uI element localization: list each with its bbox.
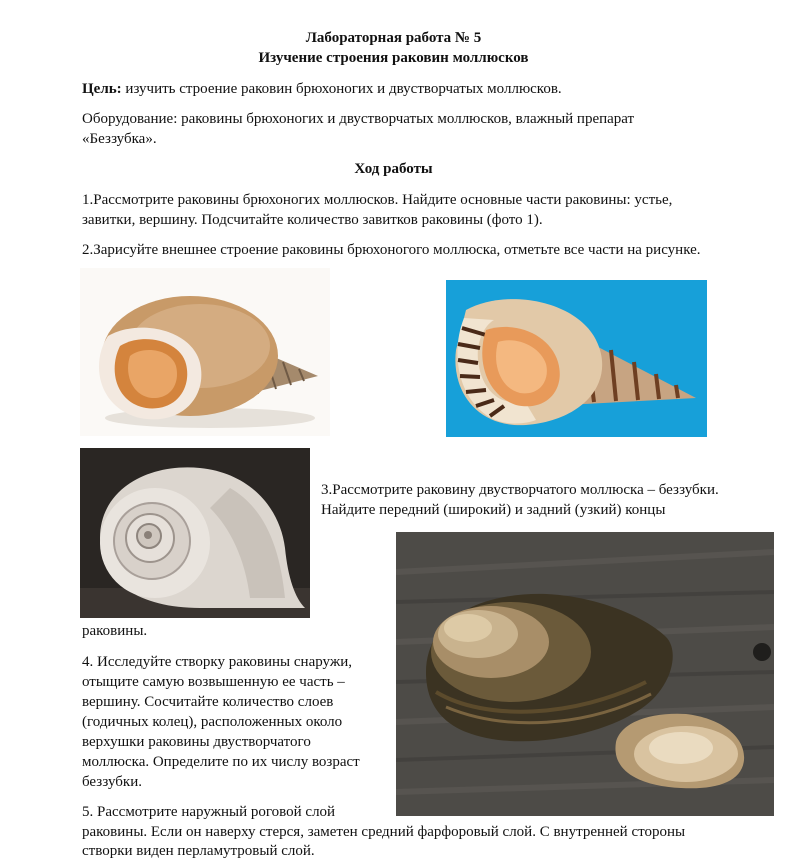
equipment-line-1: Оборудование: раковины брюхоногих и двустворчатых моллюсков, влажный препарат <box>82 111 635 127</box>
step-1-line-1: 1.Рассмотрите раковины брюхоногих моллюсков. Найдите основные части раковины: устье, <box>82 192 673 208</box>
photo-whelk-shell <box>80 268 330 436</box>
step-4-line-1: 4. Исследуйте створку раковины снаружи, <box>82 654 352 670</box>
step-3-line-2: Найдите передний (широкий) и задний (узкий) концы <box>321 502 666 518</box>
step-5-line-3: створки виден перламутровый слой. <box>82 843 315 859</box>
photo-mussel-shell <box>396 532 774 816</box>
photo-moon-shell <box>80 448 310 618</box>
step-4-line-7: беззубки. <box>82 774 142 790</box>
step-2-text: 2.Зарисуйте внешнее строение раковины брюхоногого моллюска, отметьте все части на рисунке. <box>82 242 701 258</box>
step-1-line-2: завитки, вершину. Подсчитайте количество завитков раковины (фото 1). <box>82 212 543 228</box>
goal-paragraph <box>82 79 562 99</box>
page-subtitle: Изучение строения раковин моллюсков <box>258 50 529 66</box>
step-4-line-6: моллюска. Определите по их числу возраст <box>82 754 360 770</box>
step-5-line-2: раковины. Если он наверху стерся, заметен средний фарфоровый слой. С внутренней стороны <box>82 824 686 840</box>
moon-shell-illustration <box>80 448 310 618</box>
step-3-line-3: раковины. <box>82 623 148 639</box>
procedure-heading: Ход работы <box>354 161 433 177</box>
page-title: Лабораторная работа № 5 <box>305 30 482 46</box>
goal-label: Цель: <box>82 81 122 97</box>
equipment-line-2: «Беззубка». <box>82 131 157 147</box>
step-4-line-3: вершину. Сосчитайте количество слоев <box>82 694 334 710</box>
photo-triton-shell <box>446 280 707 437</box>
whelk-shell-illustration <box>80 268 330 436</box>
step-4-line-5: верхушки раковины двустворчатого <box>82 734 311 750</box>
step-4-line-2: отыщите самую возвышенную ее часть – <box>82 674 345 690</box>
step-4-line-4: (годичных колец), расположенных около <box>82 714 343 730</box>
step-3-line-1: 3.Рассмотрите раковину двустворчатого моллюска – беззубки. <box>321 482 719 498</box>
triton-shell-illustration <box>446 280 707 437</box>
mussel-shell-illustration <box>396 532 774 816</box>
step-5-line-1: 5. Рассмотрите наружный роговой слой <box>82 804 336 820</box>
goal-text: изучить строение раковин брюхоногих и двустворчатых моллюсков. <box>121 81 562 97</box>
